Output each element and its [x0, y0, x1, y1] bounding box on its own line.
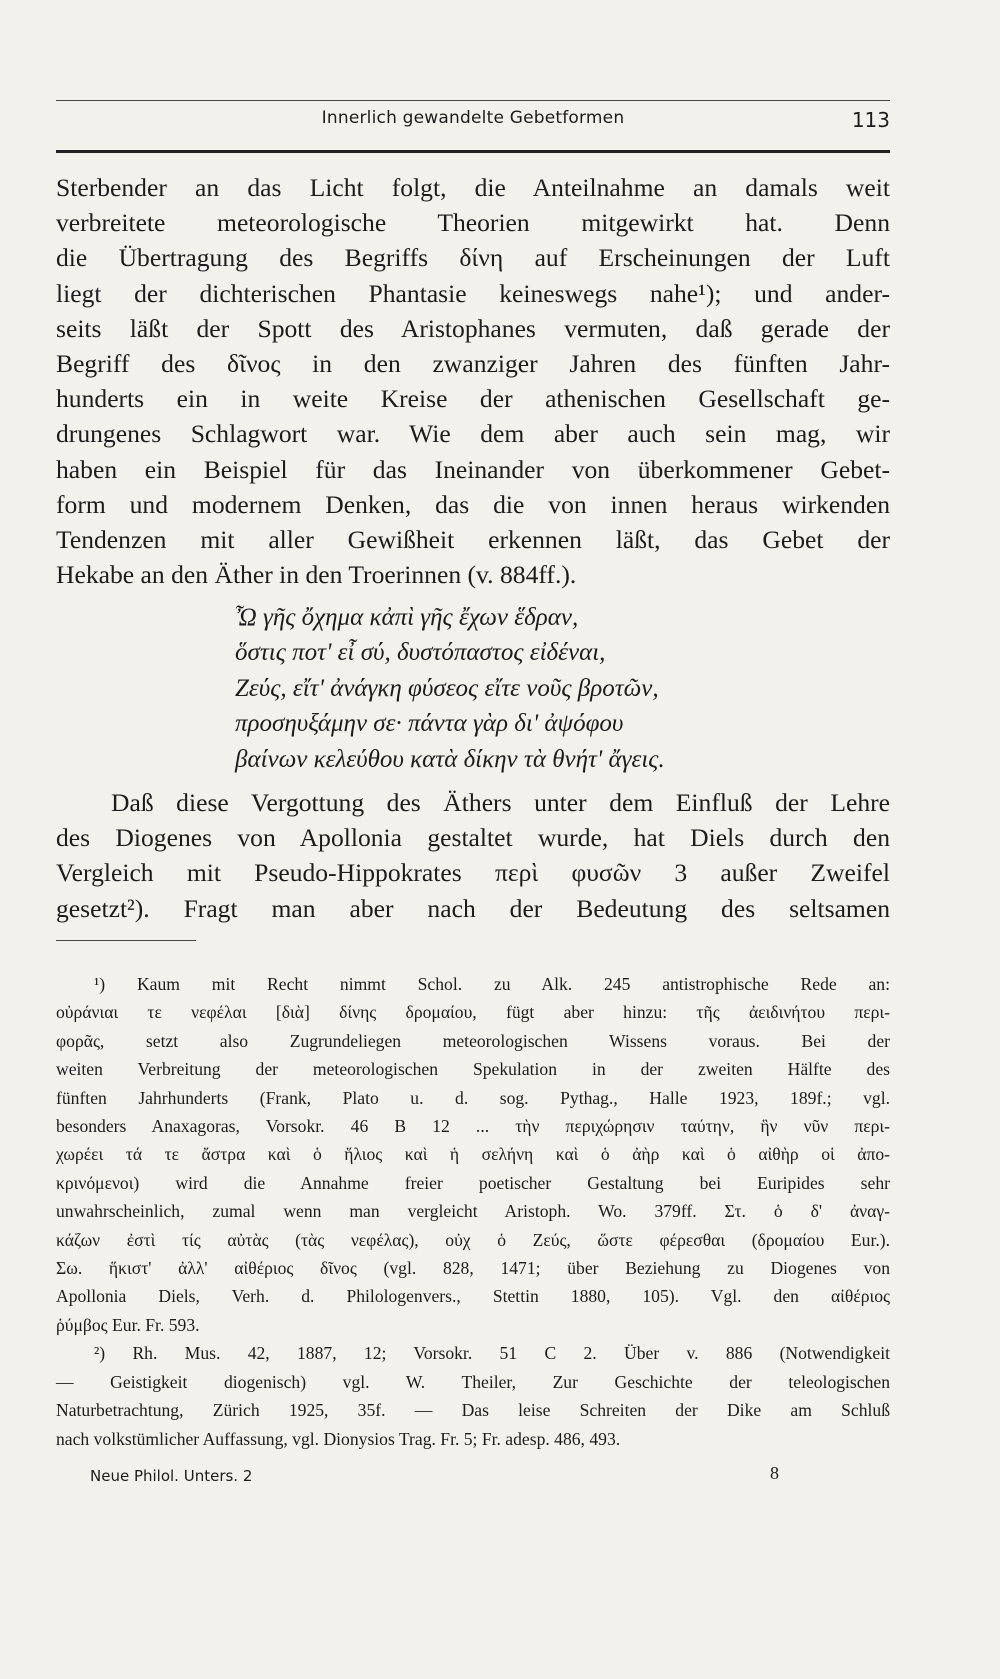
text-line: gesetzt²). Fragt man aber nach der Bedeutung des seltsamen — [56, 893, 890, 923]
page-number: 113 — [851, 108, 890, 132]
page-footer — [90, 1463, 890, 1491]
text-line: Vergleich mit Pseudo-Hippokrates περὶ φυσῶν 3 außer Zweifel — [56, 858, 890, 888]
footnote-line: ¹) Kaum mit Recht nimmt Schol. zu Alk. 245 antistrophische Rede an: — [94, 974, 890, 994]
top-rule — [56, 100, 890, 101]
verse-line: Ζεύς, εἴτ' ἀνάγκη φύσεος εἴτε νοῦς βροτῶν, — [235, 674, 659, 702]
main-paragraph-2 — [56, 785, 890, 926]
verse-line: προσηυξάμην σε· πάντα γὰρ δι' ἀψόφου — [235, 710, 624, 738]
text-line: drungenes Schlagwort war. Wie dem aber auch sein mag, wir — [56, 419, 890, 449]
footnotes — [56, 970, 890, 1453]
text-line: Tendenzen mit aller Gewißheit erkennen läßt, das Gebet der — [56, 525, 890, 555]
footnote-line: Apollonia Diels, Verh. d. Philologenvers., Stettin 1880, 105). Vgl. den αἰθέριος — [56, 1286, 890, 1307]
text-line: haben ein Beispiel für das Ineinander von überkommener Gebet- — [56, 454, 890, 484]
footnote-line: unwahrscheinlich, zumal wenn man vergleicht Aristoph. Wo. 379ff. Στ. ὁ δ' ἀναγ- — [56, 1201, 890, 1222]
header-rule — [56, 150, 890, 153]
footnote-line: ῥύμβος Eur. Fr. 593. — [56, 1314, 200, 1335]
main-paragraph-1 — [56, 170, 890, 592]
footnote-line: Naturbetrachtung, Zürich 1925, 35f. — Das leise Schreiten der Dike am Schluß — [56, 1400, 890, 1421]
greek-verse-quotation — [235, 600, 855, 777]
text-line: form und modernem Denken, das die von innen heraus wirkenden — [56, 489, 890, 519]
text-line: die Übertragung des Begriffs δίνη auf Erscheinungen der Luft — [56, 243, 890, 273]
footnote-line: — Geistigkeit diogenisch) vgl. W. Theiler, Zur Geschichte der teleologischen — [56, 1371, 890, 1392]
footnote-line: fünften Jahrhunderts (Frank, Plato u. d. sog. Pythag., Halle 1923, 189f.; vgl. — [56, 1087, 890, 1108]
running-title: Innerlich gewandelte Gebetformen — [321, 108, 625, 128]
series-title: Neue Philol. Unters. 2 — [90, 1467, 253, 1485]
footnote-line: οὐράνιαι τε νεφέλαι [διὰ] δίνης δρομαίου, fügt aber hinzu: τῆς ἀειδινήτου περι- — [56, 1002, 890, 1023]
text-line: Begriff des δῖνος in den zwanziger Jahren des fünften Jahr- — [56, 349, 890, 379]
text-line: verbreitete meteorologische Theorien mitgewirkt hat. Denn — [56, 208, 890, 238]
text-line: des Diogenes von Apollonia gestaltet wurde, hat Diels durch den — [56, 823, 890, 853]
verse-line: βαίνων κελεύθου κατὰ δίκην τὰ θνήτ' ἄγεις. — [235, 745, 665, 773]
printer-signature: 8 — [770, 1463, 779, 1483]
verse-line: ὅστις ποτ' εἶ σύ, δυστόπαστος εἰδέναι, — [235, 639, 606, 667]
footnote-line: weiten Verbreitung der meteorologischen Spekulation in der zweiten Hälfte des — [56, 1059, 890, 1080]
footnote-line: χωρέει τά τε ἄστρα καὶ ὁ ἥλιος καὶ ἡ σελήνη καὶ ὁ ἀὴρ καὶ ὁ αἰθὴρ οἱ ἀπο- — [56, 1144, 890, 1165]
footnote-line: nach volkstümlicher Auffassung, vgl. Dionysios Trag. Fr. 5; Fr. adesp. 486, 493. — [56, 1428, 621, 1449]
verse-line: Ὦ γῆς ὄχημα κἀπὶ γῆς ἔχων ἕδραν, — [235, 604, 579, 631]
footnote-line: ²) Rh. Mus. 42, 1887, 12; Vorsokr. 51 C 2. Über v. 886 (Notwendigkeit — [94, 1343, 890, 1364]
footnote-line: besonders Anaxagoras, Vorsokr. 46 B 12 ... τὴν περιχώρησιν ταύτην, ἣν νῦν περι- — [56, 1116, 890, 1137]
text-line: Daß diese Vergottung des Äthers unter dem Einfluß der Lehre — [111, 788, 890, 817]
footnote-line: Σω. ἥκιστ' ἀλλ' αἰθέριος δῖνος (vgl. 828, 1471; über Beziehung zu Diogenes von — [56, 1258, 890, 1279]
footnote-line: φορᾶς, setzt also Zugrundeliegen meteorologischen Wissens voraus. Bei der — [56, 1030, 890, 1051]
footnote-line: κρινόμενοι) wird die Annahme freier poetischer Gestaltung bei Euripides sehr — [56, 1172, 890, 1193]
page-header — [56, 108, 890, 140]
text-line: liegt der dichterischen Phantasie keineswegs nahe¹); und ander- — [56, 278, 890, 308]
footnote-line: κάζων ἐστὶ τίς αὐτὰς (τὰς νεφέλας), οὐχ ὁ Ζεύς, ὥστε φέρεσθαι (δρομαίου Eur.). — [56, 1229, 890, 1250]
footnote-rule — [56, 940, 196, 941]
text-line: hunderts ein in weite Kreise der athenischen Gesellschaft ge- — [56, 384, 890, 414]
text-line: Sterbender an das Licht folgt, die Anteilnahme an damals weit — [56, 173, 890, 202]
text-line: seits läßt der Spott des Aristophanes vermuten, daß gerade der — [56, 313, 890, 343]
text-line: Hekabe an den Äther in den Troerinnen (v. 884ff.). — [56, 560, 577, 590]
